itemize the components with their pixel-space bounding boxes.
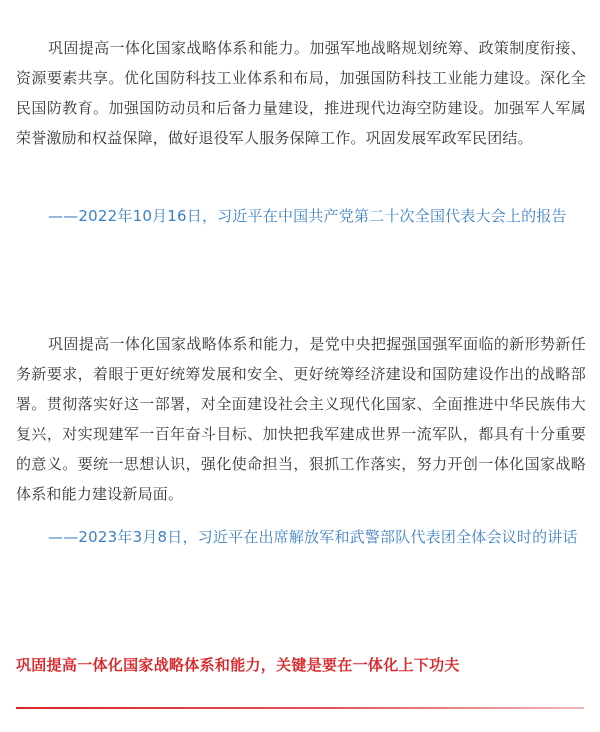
quote-attribution-2: ——2023年3月8日，习近平在出席解放军和武警部队代表团全体会议时的讲话 — [48, 528, 578, 546]
section-divider — [16, 707, 584, 709]
section-subheading: 巩固提高一体化国家战略体系和能力，关键是要在一体化上下功夫 — [16, 656, 460, 674]
quote-attribution-1: ——2022年10月16日，习近平在中国共产党第二十次全国代表大会上的报告 — [48, 207, 567, 225]
paragraph-2: 巩固提高一体化国家战略体系和能力，是党中央把握强国强军面临的新形势新任务新要求，着眼于更好统筹发展和安全、更好统筹经济建设和国防建设作出的战略部署。贯彻落实好这一部署，对全面建设社会主义现代化国家、全面推进中华民族伟大复兴，对实现建军一百年奋斗目标、加快把我军建成世界一流军队，都具有十分重要的意义。要统一思想认识，强化使命担当，狠抓工作落实，努力开创一体化国家战略体系和能力建设新局面。 — [16, 335, 586, 503]
paragraph-1: 巩固提高一体化国家战略体系和能力。加强军地战略规划统筹、政策制度衔接、资源要素共享。优化国防科技工业体系和布局，加强国防科技工业能力建设。深化全民国防教育。加强国防动员和后备力量建设，推进现代边海空防建设。加强军人军属荣誉激励和权益保障，做好退役军人服务保障工作。巩固发展军政军民团结。 — [16, 39, 586, 147]
